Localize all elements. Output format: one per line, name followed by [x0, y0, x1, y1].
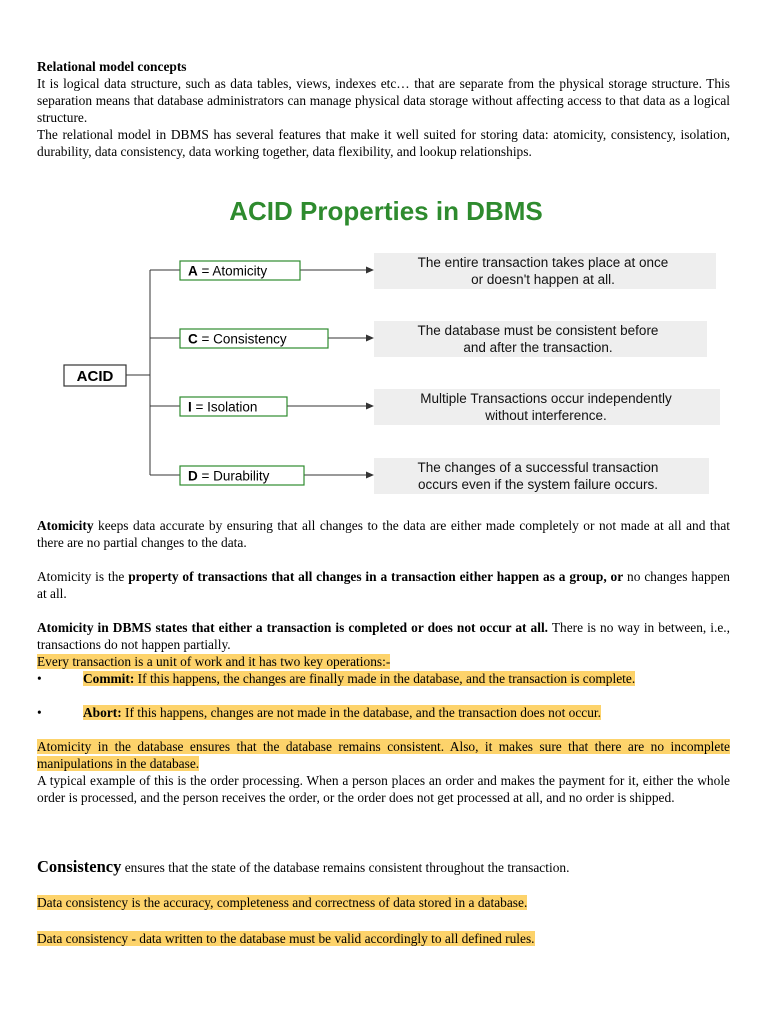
acid-diagram [37, 188, 730, 500]
item-label: = Durability [197, 468, 270, 484]
paragraph: A typical example of this is the order processing. When a person places an order and makes the payment for it, either the whole order is processed, and the person receives the order, or the order does not get processed at all, and no order is shipped. [37, 773, 730, 805]
section-relational-model [37, 58, 730, 160]
svg-text:I = Isolation [188, 400, 257, 415]
acid-root-label: ACID [76, 368, 114, 385]
item-label: = Atomicity [197, 263, 268, 279]
item-desc: The entire transaction takes place at once [417, 255, 669, 270]
acid-item-isolation [180, 389, 720, 425]
item-desc: occurs even if the system failure occurs. [417, 477, 659, 492]
arrow-heads [366, 267, 374, 479]
item-desc: Multiple Transactions occur independently [420, 391, 672, 406]
connector-lines [126, 270, 367, 475]
item-label: = Consistency [197, 331, 287, 347]
section-consistency [37, 857, 730, 947]
paragraph: It is logical data structure, such as data tables, views, indexes etc… that are separate from the physical storage structure. This separation means that database administrators can manage physical data storage without affecting access to that data as a logical structure. [37, 76, 730, 125]
paragraph-highlighted: Data consistency - data written to the database must be valid accordingly to all defined rules. [37, 931, 535, 946]
acid-item-consistency [180, 321, 707, 357]
acid-item-atomicity [180, 253, 716, 289]
svg-text:C = Consistency [188, 332, 287, 347]
item-letter: I [188, 399, 192, 415]
term-atomicity: Atomicity [37, 518, 94, 533]
item-letter: A [188, 263, 198, 279]
section-atomicity [37, 517, 730, 806]
list-item-abort: • Abort: If this happens, changes are not made in the database, and the transaction does not occur. [37, 705, 601, 720]
bullet-icon: • [37, 671, 42, 686]
paragraph-highlighted: Data consistency is the accuracy, completeness and correctness of data stored in a database. [37, 895, 528, 910]
paragraph-highlighted: Atomicity in the database ensures that the database remains consistent. Also, it makes sure that there are no incomplete manipulations in the database. [37, 739, 730, 771]
paragraph: Atomicity keeps data accurate by ensuring that all changes to the data are either made completely or not made at all and that there are no partial changes to the data. [37, 518, 730, 550]
bullet-icon: • [37, 705, 42, 720]
acid-item-durability [180, 458, 709, 494]
item-label: = Isolation [191, 399, 258, 415]
item-letter: D [188, 468, 198, 484]
svg-text:A = Atomicity [188, 264, 267, 279]
item-desc: or doesn't happen at all. [471, 272, 615, 287]
paragraph: Consistency ensures that the state of the database remains consistent throughout the transaction. [37, 857, 570, 876]
item-desc: without interference. [485, 408, 607, 423]
item-letter: C [188, 331, 198, 347]
operations-intro: Every transaction is a unit of work and it has two key operations:- [37, 654, 391, 669]
item-desc: and after the transaction. [463, 340, 613, 355]
paragraph: Atomicity is the property of transactions that all changes in a transaction either happen as a group, or no changes happen at all. [37, 569, 730, 601]
paragraph: The relational model in DBMS has several features that make it well suited for storing data: atomicity, consistency, isolation, durability, data consistency, data working together, data flexibility, and lookup relationships. [37, 127, 730, 159]
term-consistency: Consistency [37, 857, 122, 876]
item-desc: The changes of a successful transaction [417, 460, 659, 475]
item-desc: The database must be consistent before [417, 323, 659, 338]
diagram-title: ACID Properties in DBMS [229, 196, 543, 226]
acid-root [64, 365, 126, 386]
list-item-commit: • Commit: If this happens, the changes are finally made in the database, and the transaction is complete. [37, 671, 636, 686]
section-heading: Relational model concepts [37, 59, 187, 74]
svg-text:D = Durability [188, 469, 270, 484]
paragraph: Atomicity in DBMS states that either a transaction is completed or does not occur at all. There is no way in between, i.e., transactions do not happen partially. [37, 620, 730, 652]
